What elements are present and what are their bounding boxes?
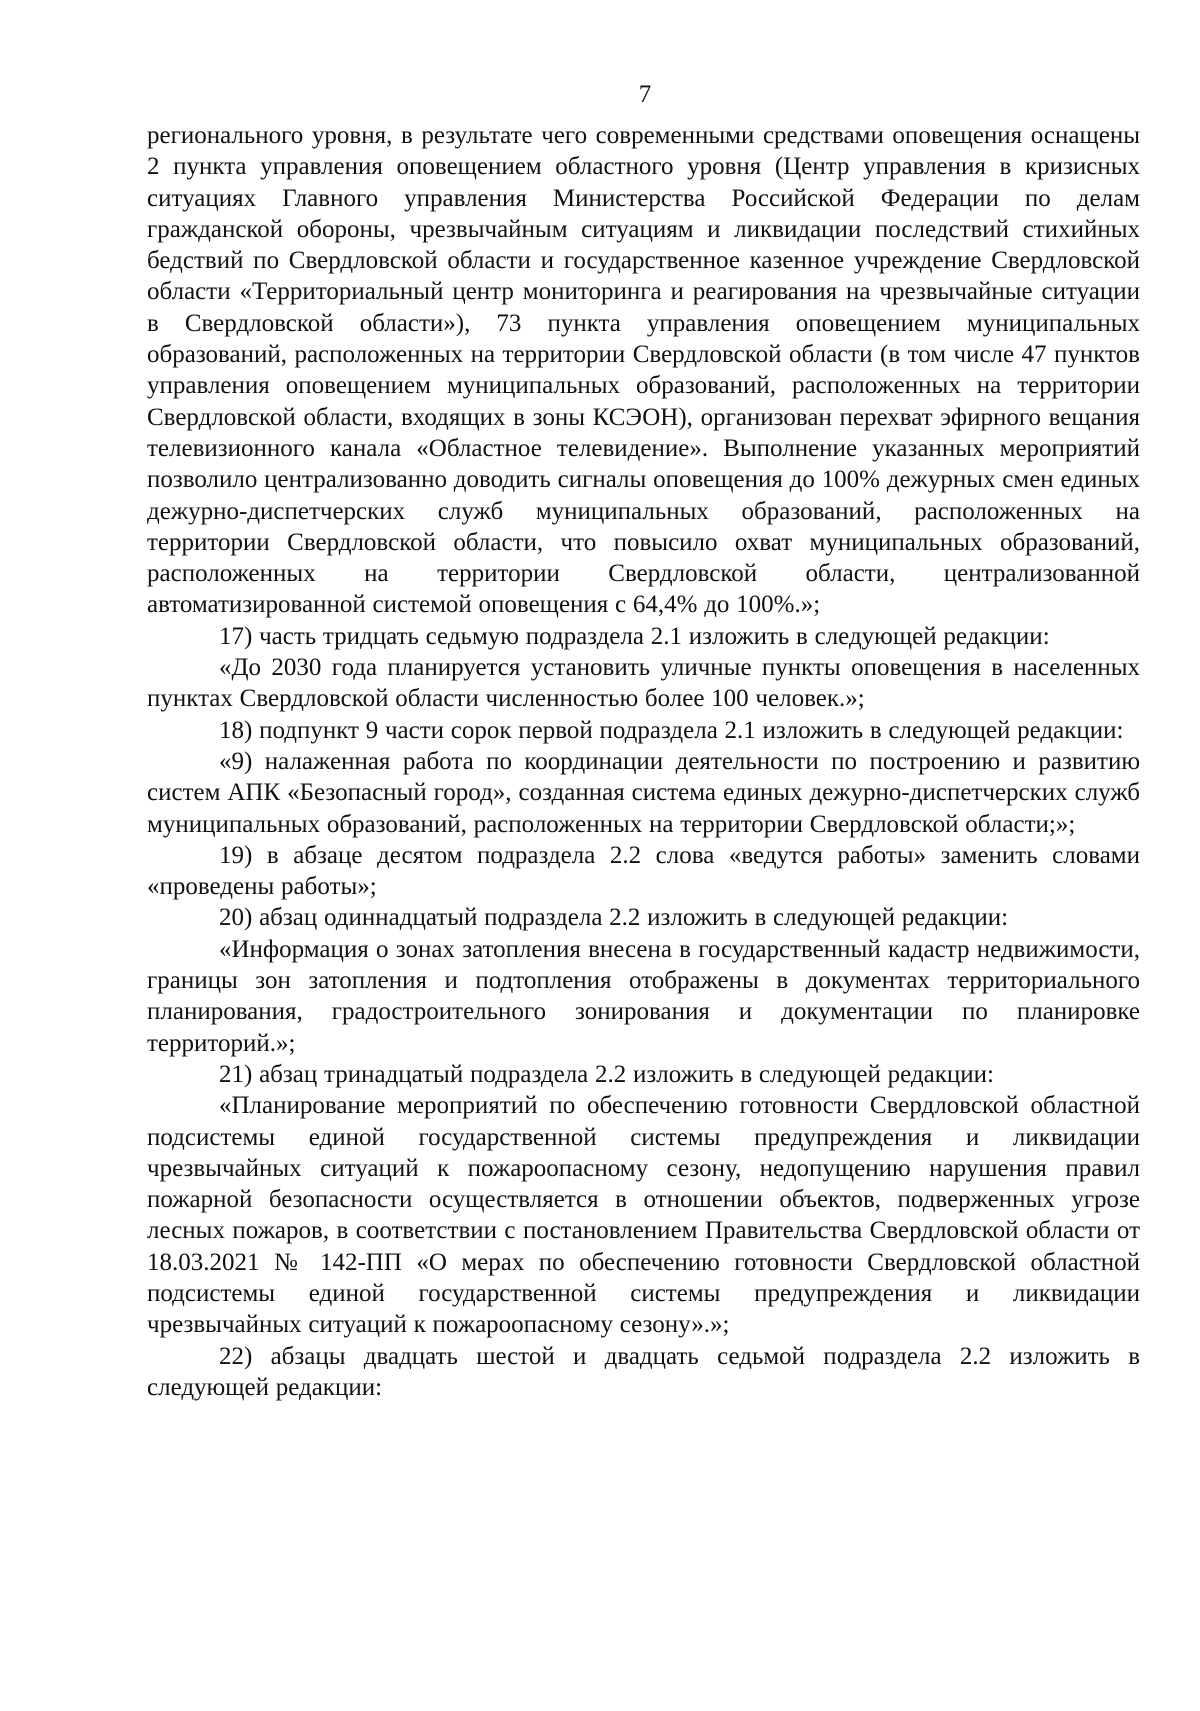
paragraph-item-17: 17) часть тридцать седьмую подраздела 2.1 изложить в следующей редакции: xyxy=(219,622,1050,650)
paragraph-continuation: регионального уровня, в результате чего современными средствами оповещения оснащены 2 пункта управления оповещением областного уровня (Центр управления в кризисных ситуациях Главного управления Министерства Российской Федерации по делам гражданской обороны, чрезвычайным ситуациям и ликвидации последствий стихийных бедствий по Свердловской области и государственное казенное учреждение Свердловской области «Территориальный центр мониторинга и реагирования на чрезвычайные ситуации в Свердловской области»), 73 пункта управления оповещением муниципальных образований, расположенных на территории Свердловской области (в том числе 47 пунктов управления оповещением муниципальных образований, расположенных на территории Свердловской области, входящих в зоны КСЭОН), организован перехват эфирного вещания телевизионного канала «Областное телевидение». Выполнение указанных мероприятий позволило централизованно доводить сигналы оповещения до 100% дежурных смен единых дежурно-диспетчерских служб муниципальных образований, расположенных на территории Свердловской области, что повысило охват муниципальных образований, расположенных на территории Свердловской области, централизованной автоматизированной системой оповещения с 64,4% до 100%.»; xyxy=(147,122,1140,619)
paragraph-item-21: 21) абзац тринадцатый подраздела 2.2 изложить в следующей редакции: xyxy=(219,1060,994,1088)
paragraph-quote-18: «9) налаженная работа по координации деятельности по построению и развитию систем АПК «Безопасный город», созданная система единых дежурно-диспетчерских служб муниципальных образований, расположенных на территории Свердловской области;»; xyxy=(147,747,1140,838)
paragraph-item-22: 22) абзацы двадцать шестой и двадцать седьмой подраздела 2.2 изложить в следующей редакции: xyxy=(147,1342,1140,1401)
paragraph-quote-17: «До 2030 года планируется установить уличные пункты оповещения в населенных пунктах Свердловской области численностью более 100 человек.»; xyxy=(147,654,1140,713)
paragraph-item-20: 20) абзац одиннадцатый подраздела 2.2 изложить в следующей редакции: xyxy=(219,904,1009,932)
paragraph-item-19: 19) в абзаце десятом подраздела 2.2 слова «ведутся работы» заменить словами «проведены работы»; xyxy=(147,841,1140,901)
paragraph-quote-21: «Планирование мероприятий по обеспечению готовности Свердловской областной подсистемы единой государственной системы предупреждения и ликвидации чрезвычайных ситуаций к пожароопасному сезону, недопущению нарушения правил пожарной безопасности осуществляется в отношении объектов, подверженных угрозе лесных пожаров, в соответствии с постановлением Правительства Свердловской области от 18.03.2021 № 142-ПП «О мерах по обеспечению готовности Свердловской областной подсистемы единой государственной системы предупреждения и ликвидации чрезвычайных ситуаций к пожароопасному сезону».»; xyxy=(147,1092,1140,1339)
paragraph-quote-20: «Информация о зонах затопления внесена в государственный кадастр недвижимости, границы зон затопления и подтопления отображены в документах территориального планирования, градостроительного зонирования и документации по планировке территорий.»; xyxy=(147,935,1140,1057)
paragraph-item-18: 18) подпункт 9 части сорок первой подраздела 2.1 изложить в следующей редакции: xyxy=(219,716,1124,744)
page-number: 7 xyxy=(638,81,652,108)
document-body xyxy=(147,120,1140,1403)
